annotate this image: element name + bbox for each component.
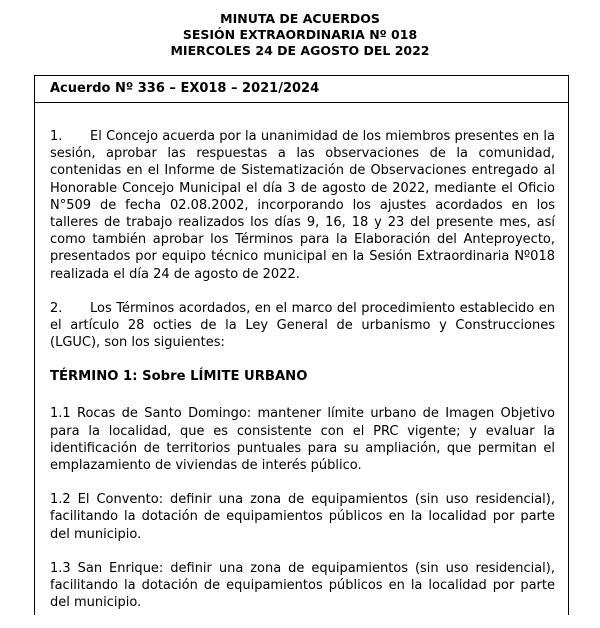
termino-item-1-1: 1.1 Rocas de Santo Domingo: mantener límite urbano de Imagen Objetivo para la localidad, que es consistente con el PRC vigente; y evaluar la identificación de territorios puntuales para su ampliación, que permitan el emplazamiento de viviendas de interés público.: [50, 406, 555, 474]
paragraph-number: 2.: [50, 300, 63, 316]
paragraph-1: [50, 128, 555, 283]
acuerdo-divider: [35, 102, 568, 103]
termino-item-1-3: 1.3 San Enrique: definir una zona de equipamientos (sin uso residencial), facilitando la dotación de equipamientos públicos en la localidad por parte del municipio.: [50, 560, 555, 611]
paragraph-2: [50, 300, 555, 352]
header-session: SESIÓN EXTRAORDINARIA Nº 018: [182, 27, 418, 42]
paragraph-number: 1.: [50, 129, 63, 144]
paragraph-text: Los Términos acordados, en el marco del procedimiento establecido en el artículo 28 octies de la Ley General de urbanismo y Construcciones (LGUC), son los siguientes:: [50, 300, 555, 351]
header-title: MINUTA DE ACUERDOS: [220, 11, 380, 26]
header-date: MIERCOLES 24 DE AGOSTO DEL 2022: [170, 43, 430, 58]
paragraph-text: El Concejo acuerda por la unanimidad de los miembros presentes en la sesión, aprobar las respuestas a las observaciones de la comunidad, contenidas en el Informe de Sistematización de Observaciones entregado al Honorable Concejo Municipal el día 3 de agosto de 2022, mediante el Oficio N°509 de fecha 02.08.2002, incorporando los ajustes acordados en los talleres de trabajo realizados los días 9, 16, 18 y 23 del presente mes, así como también aprobar los Términos para la Elaboración del Anteproyecto, presentados por equipo técnico municipal en la Sesión Extraordinaria Nº018 realizada el día 24 de agosto de 2022.: [50, 129, 555, 282]
document-header: [0, 11, 600, 59]
acuerdo-box: [34, 75, 569, 615]
termino-item-1-2: 1.2 El Convento: definir una zona de equipamientos (sin uso residencial), facilitando la dotación de equipamientos públicos en la localidad por parte del municipio.: [50, 492, 555, 542]
termino-heading: TÉRMINO 1: Sobre LÍMITE URBANO: [50, 369, 308, 385]
acuerdo-content: [50, 128, 555, 628]
acuerdo-title: Acuerdo Nº 336 – EX018 – 2021/2024: [50, 81, 320, 96]
